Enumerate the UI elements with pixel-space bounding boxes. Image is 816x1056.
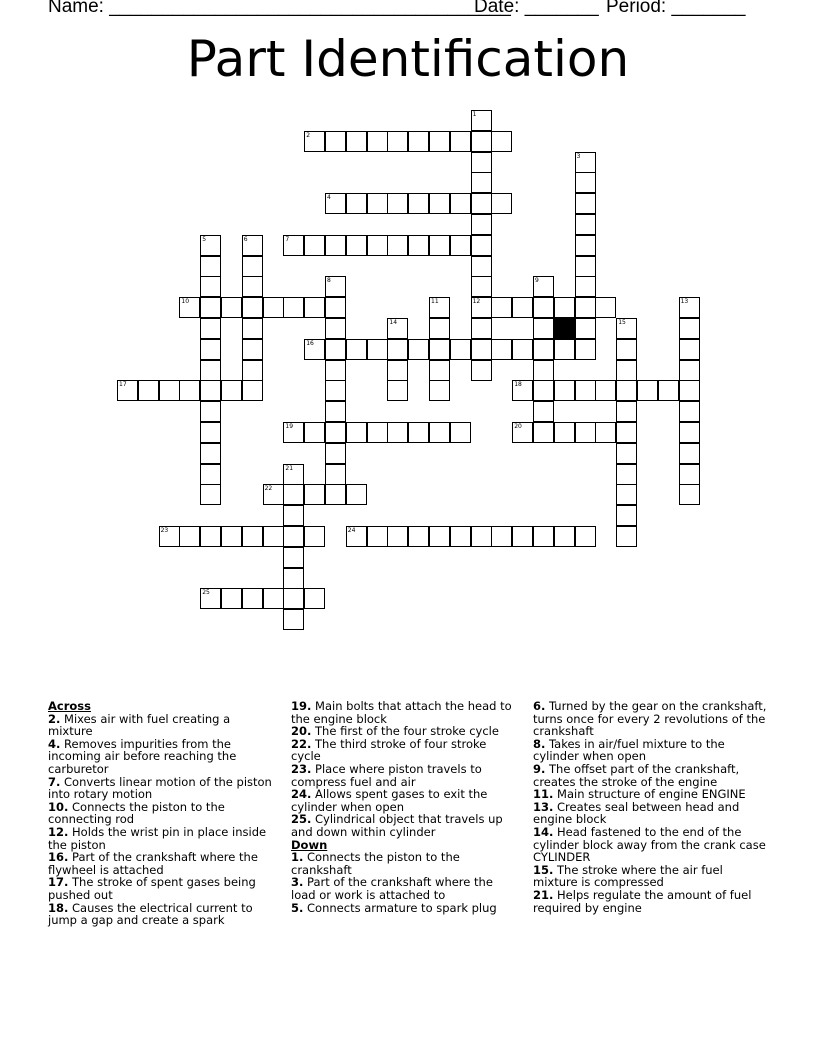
crossword-cell[interactable] [408, 422, 429, 443]
clue-number: 4 [327, 194, 331, 202]
crossword-cell[interactable] [325, 297, 346, 318]
crossword-cell[interactable] [616, 443, 637, 464]
crossword-cell[interactable] [616, 380, 637, 401]
clue-number: 21 [285, 464, 294, 472]
crossword-cell[interactable] [429, 526, 450, 547]
clue-number: 5 [202, 235, 207, 243]
crossword-cell[interactable] [325, 339, 346, 360]
date-field[interactable]: Date: _______ [474, 0, 599, 17]
crossword-cell[interactable] [263, 588, 284, 609]
crossword-cell[interactable] [283, 588, 304, 609]
crossword-cell[interactable] [575, 256, 596, 277]
crossword-cell[interactable] [658, 380, 679, 401]
crossword-cell[interactable] [471, 360, 492, 381]
crossword-cell[interactable] [512, 380, 533, 401]
crossword-cell[interactable] [200, 276, 221, 297]
crossword-cell[interactable] [117, 380, 138, 401]
crossword-cell[interactable] [387, 526, 408, 547]
crossword-cell[interactable] [471, 214, 492, 235]
crossword-cell[interactable] [595, 380, 616, 401]
crossword-cell[interactable] [408, 131, 429, 152]
crossword-cell[interactable] [679, 464, 700, 485]
crossword-cell[interactable] [200, 380, 221, 401]
crossword-cell[interactable] [616, 422, 637, 443]
crossword-cell[interactable] [471, 339, 492, 360]
crossword-cell[interactable] [367, 235, 388, 256]
crossword-cell[interactable] [387, 339, 408, 360]
clue-item: 5. Connects armature to spark plug [291, 900, 497, 915]
crossword-cell[interactable] [283, 526, 304, 547]
crossword-cell[interactable] [179, 297, 200, 318]
crossword-cell[interactable] [242, 318, 263, 339]
crossword-cell[interactable] [595, 422, 616, 443]
crossword-cell[interactable] [387, 193, 408, 214]
clue-item: 24. Allows spent gases to exit the cylinder when open [291, 787, 488, 814]
crossword-cell[interactable] [283, 505, 304, 526]
clue-number: 12 [472, 298, 481, 306]
crossword-cell[interactable] [325, 131, 346, 152]
crossword-cell[interactable] [346, 131, 367, 152]
clue-item: 3. Part of the crankshaft where the load or work is attached to [291, 875, 493, 902]
clue-item: 17. The stroke of spent gases being pushed out [48, 875, 256, 902]
crossword-cell[interactable] [575, 297, 596, 318]
clue-item: 20. The first of the four stroke cycle [291, 724, 499, 739]
crossword-cell[interactable] [242, 339, 263, 360]
clue-item: 15. The stroke where the air fuel mixture is compressed [533, 862, 723, 890]
crossword-cell[interactable] [491, 131, 512, 152]
clue-number: 7 [285, 235, 290, 243]
crossword-cell[interactable] [575, 214, 596, 235]
crossword-cell[interactable] [429, 318, 450, 339]
clue-number: 17 [119, 381, 127, 389]
crossword-cell[interactable] [408, 339, 429, 360]
crossword-cell[interactable] [575, 193, 596, 214]
clue-number: 10 [181, 298, 190, 306]
crossword-cell[interactable] [679, 339, 700, 360]
crossword-cell[interactable] [304, 131, 325, 152]
crossword-cell[interactable] [263, 484, 284, 505]
crossword-cell[interactable] [242, 256, 263, 277]
clue-number: 6 [243, 235, 248, 243]
crossword-cell[interactable] [200, 484, 221, 505]
crossword-cell[interactable] [637, 380, 658, 401]
crossword-cell[interactable] [471, 193, 492, 214]
crossword-cell[interactable] [616, 484, 637, 505]
crossword-cell[interactable] [346, 193, 367, 214]
crossword-cell[interactable] [429, 131, 450, 152]
crossword-cell[interactable] [387, 360, 408, 381]
crossword-cell[interactable] [533, 380, 554, 401]
clue-number: 24 [347, 527, 356, 534]
crossword-cell[interactable] [533, 360, 554, 381]
black-square [554, 318, 575, 339]
crossword-cell[interactable] [575, 380, 596, 401]
clue-number: 22 [264, 485, 273, 493]
crossword-cell[interactable] [325, 422, 346, 443]
crossword-cell[interactable] [533, 339, 554, 360]
crossword-cell[interactable] [200, 588, 221, 609]
clues-column-3 [533, 700, 768, 914]
crossword-cell[interactable] [616, 464, 637, 485]
crossword-cell[interactable] [346, 339, 367, 360]
crossword-cell[interactable] [429, 193, 450, 214]
crossword-cell[interactable] [304, 588, 325, 609]
crossword-cell[interactable] [679, 318, 700, 339]
clues-column-1 [48, 700, 273, 927]
crossword-cell[interactable] [554, 526, 575, 547]
crossword-cell[interactable] [304, 297, 325, 318]
crossword-cell[interactable] [283, 422, 304, 443]
clue-item: 1. Connects the piston to the crankshaft [291, 850, 460, 877]
crossword-cell[interactable] [200, 297, 221, 318]
crossword-cell[interactable] [533, 422, 554, 443]
crossword-cell[interactable] [679, 360, 700, 381]
crossword-cell[interactable] [346, 235, 367, 256]
crossword-cell[interactable] [221, 588, 242, 609]
crossword-cell[interactable] [242, 297, 263, 318]
crossword-cell[interactable] [159, 526, 180, 547]
crossword-cell[interactable] [616, 526, 637, 547]
crossword-cell[interactable] [554, 422, 575, 443]
crossword-cell[interactable] [575, 235, 596, 256]
crossword-cell[interactable] [450, 235, 471, 256]
clue-item: 9. The offset part of the crankshaft, creates the stroke of the engine [533, 761, 740, 789]
clue-item: 22. The third stroke of four stroke cycle [291, 736, 487, 764]
clue-item: 10. Connects the piston to the connecting rod [48, 799, 225, 827]
clue-item: 6. Turned by the gear on the crankshaft, turns once for every 2 revolutions of the crankshaft [533, 699, 767, 739]
crossword-cell[interactable] [304, 526, 325, 547]
crossword-cell[interactable] [575, 152, 596, 173]
crossword-cell[interactable] [325, 276, 346, 297]
crossword-cell[interactable] [533, 526, 554, 547]
crossword-cell[interactable] [408, 235, 429, 256]
crossword-cell[interactable] [616, 505, 637, 526]
crossword-cell[interactable] [575, 339, 596, 360]
page-title: Part Identification [186, 30, 630, 88]
crossword-cell[interactable] [471, 297, 492, 318]
crossword-cell[interactable] [471, 526, 492, 547]
clue-item: 19. Main bolts that attach the head to the engine block [291, 699, 512, 726]
clue-item: 14. Head fastened to the end of the cylinder block away from the crank case CYLINDER [533, 824, 766, 865]
crossword-cell[interactable] [575, 422, 596, 443]
crossword-cell[interactable] [367, 193, 388, 214]
crossword-cell[interactable] [283, 484, 304, 505]
crossword-cell[interactable] [263, 526, 284, 547]
clue-number: 19 [285, 423, 294, 430]
crossword-cell[interactable] [616, 401, 637, 422]
crossword-cell[interactable] [325, 193, 346, 214]
clue-number: 23 [160, 527, 169, 534]
crossword-cell[interactable] [491, 193, 512, 214]
crossword-cell[interactable] [200, 256, 221, 277]
crossword-cell[interactable] [450, 339, 471, 360]
clue-item: 25. Cylindrical object that travels up and down within cylinder [291, 812, 503, 839]
crossword-cell[interactable] [200, 422, 221, 443]
clue-number: 2 [306, 131, 311, 139]
crossword-cell[interactable] [450, 422, 471, 443]
clue-item: 21. Helps regulate the amount of fuel required by engine [533, 887, 752, 915]
crossword-cell[interactable] [471, 256, 492, 277]
crossword-cell[interactable] [429, 297, 450, 318]
crossword-cell[interactable] [367, 131, 388, 152]
crossword-cell[interactable] [471, 131, 492, 152]
crossword-cell[interactable] [263, 297, 284, 318]
crossword-cell[interactable] [491, 339, 512, 360]
crossword-cell[interactable] [575, 318, 596, 339]
crossword-cell[interactable] [471, 276, 492, 297]
crossword-cell[interactable] [325, 484, 346, 505]
crossword-cell[interactable] [367, 339, 388, 360]
crossword-cell[interactable] [200, 401, 221, 422]
across-heading: Across [48, 699, 91, 713]
crossword-cell[interactable] [471, 235, 492, 256]
crossword-cell[interactable] [346, 484, 367, 505]
crossword-cell[interactable] [512, 422, 533, 443]
crossword-cell[interactable] [429, 339, 450, 360]
clue-item: 11. Main structure of engine ENGINE [533, 787, 746, 802]
crossword-cell[interactable] [283, 568, 304, 589]
crossword-cell[interactable] [471, 110, 492, 131]
crossword-cell[interactable] [471, 152, 492, 173]
crossword-cell[interactable] [616, 318, 637, 339]
crossword-cell[interactable] [242, 235, 263, 256]
crossword-cell[interactable] [450, 193, 471, 214]
crossword-cell[interactable] [679, 380, 700, 401]
crossword-cell[interactable] [512, 339, 533, 360]
crossword-cell[interactable] [242, 276, 263, 297]
clue-number: 11 [431, 298, 439, 306]
crossword-cell[interactable] [491, 297, 512, 318]
crossword-cell[interactable] [200, 464, 221, 485]
crossword-cell[interactable] [575, 526, 596, 547]
clue-number: 15 [618, 319, 626, 326]
crossword-cell[interactable] [283, 297, 304, 318]
crossword-cell[interactable] [283, 609, 304, 630]
crossword-cell[interactable] [450, 526, 471, 547]
crossword-cell[interactable] [200, 360, 221, 381]
clue-number: 1 [472, 111, 477, 118]
crossword-cell[interactable] [429, 235, 450, 256]
crossword-cell[interactable] [387, 131, 408, 152]
clue-number: 16 [306, 339, 314, 347]
crossword-cell[interactable] [367, 526, 388, 547]
crossword-cell[interactable] [554, 339, 575, 360]
name-field[interactable]: Name: ______________________________________ [48, 0, 511, 17]
crossword-cell[interactable] [325, 443, 346, 464]
crossword-cell[interactable] [200, 339, 221, 360]
clue-item: 7. Converts linear motion of the piston into rotary motion [48, 774, 272, 802]
crossword-cell[interactable] [325, 360, 346, 381]
crossword-cell[interactable] [325, 464, 346, 485]
crossword-cell[interactable] [325, 401, 346, 422]
crossword-cell[interactable] [138, 380, 159, 401]
crossword-cell[interactable] [512, 297, 533, 318]
down-heading: Down [291, 837, 328, 852]
crossword-cell[interactable] [221, 380, 242, 401]
crossword-cell[interactable] [221, 297, 242, 318]
crossword-cell[interactable] [554, 380, 575, 401]
crossword-cell[interactable] [200, 526, 221, 547]
crossword-cell[interactable] [221, 526, 242, 547]
crossword-cell[interactable] [242, 526, 263, 547]
period-field[interactable]: Period: _______ [606, 0, 746, 17]
clue-number: 9 [535, 277, 539, 285]
clue-number: 20 [514, 423, 522, 430]
crossword-cell[interactable] [304, 235, 325, 256]
crossword-cell[interactable] [242, 380, 263, 401]
crossword-cell[interactable] [429, 422, 450, 443]
clue-item: 8. Takes in air/fuel mixture to the cylinder when open [533, 736, 725, 764]
crossword-cell[interactable] [387, 422, 408, 443]
crossword-cell[interactable] [679, 484, 700, 505]
crossword-cell[interactable] [283, 547, 304, 568]
crossword-cell[interactable] [575, 172, 596, 193]
clue-item: 23. Place where piston travels to compress fuel and air [291, 761, 482, 789]
clue-item: 18. Causes the electrical current to jump a gap and create a spark [48, 900, 253, 928]
clue-number: 25 [202, 589, 210, 597]
crossword-cell[interactable] [429, 380, 450, 401]
crossword-cell[interactable] [387, 318, 408, 339]
crossword-cell[interactable] [346, 526, 367, 547]
crossword-cell[interactable] [471, 318, 492, 339]
crossword-cell[interactable] [304, 339, 325, 360]
crossword-cell[interactable] [533, 276, 554, 297]
crossword-cell[interactable] [242, 360, 263, 381]
clue-item: 4. Removes impurities from the incoming air before reaching the carburetor [48, 736, 237, 776]
crossword-cell[interactable] [616, 339, 637, 360]
crossword-cell[interactable] [346, 422, 367, 443]
crossword-cell[interactable] [575, 276, 596, 297]
crossword-cell[interactable] [679, 297, 700, 318]
crossword-cell[interactable] [325, 235, 346, 256]
crossword-cell[interactable] [367, 422, 388, 443]
crossword-cell[interactable] [283, 235, 304, 256]
crossword-cell[interactable] [554, 297, 575, 318]
crossword-cell[interactable] [242, 588, 263, 609]
crossword-cell[interactable] [387, 380, 408, 401]
crossword-cell[interactable] [408, 526, 429, 547]
crossword-cell[interactable] [533, 297, 554, 318]
crossword-cell[interactable] [679, 422, 700, 443]
clue-number: 8 [327, 277, 331, 285]
clue-number: 18 [514, 381, 522, 389]
crossword-cell[interactable] [179, 526, 200, 547]
crossword-cell[interactable] [471, 172, 492, 193]
crossword-cell[interactable] [533, 401, 554, 422]
clue-number: 13 [680, 298, 689, 306]
crossword-cell[interactable] [512, 526, 533, 547]
crossword-cell[interactable] [325, 380, 346, 401]
crossword-cell[interactable] [616, 360, 637, 381]
crossword-cell[interactable] [679, 443, 700, 464]
crossword-cell[interactable] [450, 131, 471, 152]
clue-item: 2. Mixes air with fuel creating a mixture [48, 711, 231, 739]
clue-item: 16. Part of the crankshaft where the flywheel is attached [48, 850, 258, 877]
clue-item: 13. Creates seal between head and engine block [533, 799, 740, 827]
crossword-cell[interactable] [595, 297, 616, 318]
crossword-cell[interactable] [179, 380, 200, 401]
clue-number: 14 [389, 319, 398, 326]
crossword-cell[interactable] [200, 443, 221, 464]
crossword-cell[interactable] [200, 318, 221, 339]
clue-number: 3 [576, 152, 581, 160]
crossword-cell[interactable] [304, 484, 325, 505]
clue-item: 12. Holds the wrist pin in place inside the piston [48, 824, 267, 852]
crossword-cell[interactable] [159, 380, 180, 401]
crossword-cell[interactable] [325, 318, 346, 339]
crossword-cell[interactable] [679, 401, 700, 422]
clues-column-2 [291, 700, 516, 914]
crossword-cell[interactable] [408, 193, 429, 214]
crossword-cell[interactable] [304, 422, 325, 443]
crossword-cell[interactable] [200, 235, 221, 256]
crossword-cell[interactable] [429, 360, 450, 381]
crossword-cell[interactable] [533, 318, 554, 339]
crossword-cell[interactable] [283, 464, 304, 485]
crossword-cell[interactable] [387, 235, 408, 256]
crossword-cell[interactable] [491, 526, 512, 547]
